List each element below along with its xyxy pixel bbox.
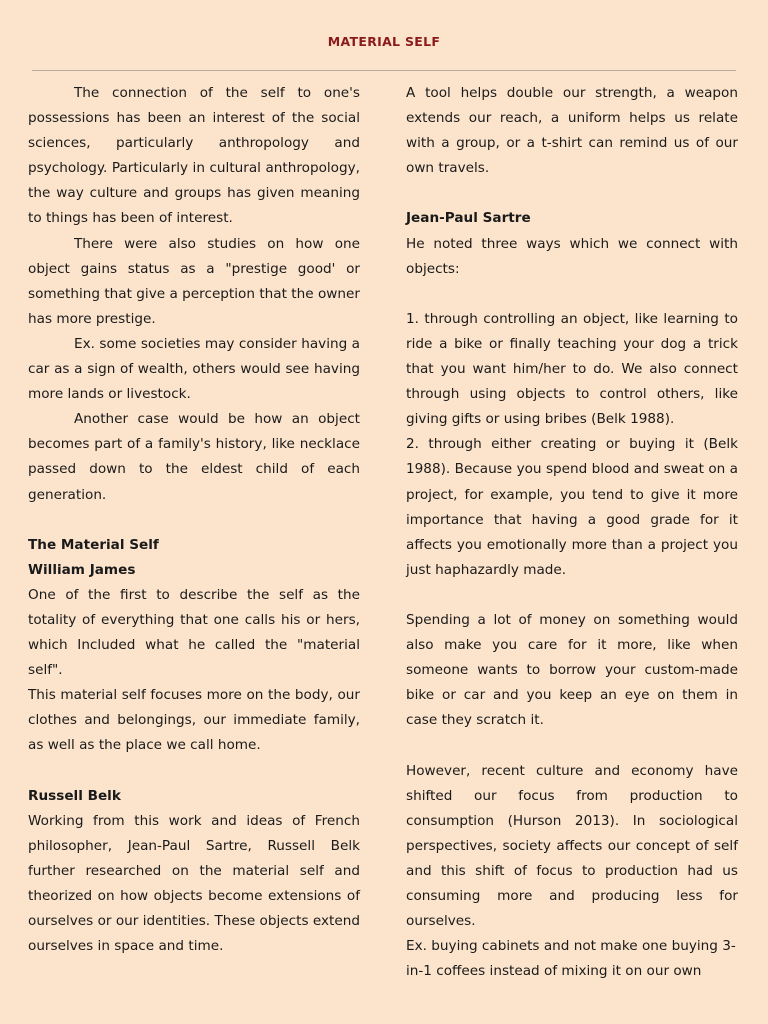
belk-paragraph: Working from this work and ideas of French philosopher, Jean-Paul Sartre, Russell Belk further researched on the material self and theorized on how objects become extensions of ourselves or our identities. These objects extend ourselves in space and time. (28, 812, 360, 955)
james-body-paragraph: This material self focuses more on the body, our clothes and belongings, our immediate family, as well as the place we call home. (28, 687, 360, 754)
sartre-intro-paragraph: He noted three ways which we connect with objects: (406, 235, 738, 277)
prestige-paragraph: There were also studies on how one object gains status as a "prestige good' or something that give a perception that the owner has more prestige. (28, 235, 360, 327)
spacer (406, 282, 738, 307)
sartre-heading: Jean-Paul Sartre (406, 210, 531, 227)
material-self-heading: The Material Self (28, 536, 159, 553)
spacer (406, 181, 738, 206)
spacer (28, 759, 360, 784)
spending-paragraph: Spending a lot of money on something would also make you care for it more, like when someone wants to borrow your custom-made bike or car and you keep an eye on them in case they scratch it. (406, 611, 738, 729)
family-history-paragraph: Another case would be how an object becomes part of a family's history, like necklace passed down to the eldest child of each generation. (28, 411, 360, 503)
spacer (406, 583, 738, 608)
wealth-example-paragraph: Ex. some societies may consider having a car as a sign of wealth, others would see having more lands or livestock. (28, 335, 360, 403)
intro-paragraph: The connection of the self to one's possessions has been an interest of the social sciences, particularly anthropology and psychology. Particularly in cultural anthropology, the way culture and groups has given meaning to things has been of interest. (28, 85, 360, 227)
creating-buying-paragraph: 2. through either creating or buying it (Belk 1988). Because you spend blood and sweat on a project, for example, you tend to give it more importance that having a good grade for it affects you emotionally more than a project you just haphazardly made. (406, 436, 738, 578)
spacer (28, 508, 360, 533)
spacer (406, 733, 738, 758)
title-divider (32, 70, 736, 71)
cabinets-example-paragraph: Ex. buying cabinets and not make one buying 3-in-1 coffees instead of mixing it on our own (406, 938, 736, 980)
russell-belk-heading: Russell Belk (28, 787, 121, 804)
left-column (28, 81, 360, 959)
william-james-heading: William James (28, 561, 136, 578)
consumption-paragraph: However, recent culture and economy have shifted our focus from production to consumption (Hurson 2013). In sociological perspectives, society affects our concept of self and this shift of focus to production had us consuming more and producing less for ourselves. (406, 762, 738, 930)
page-title: MATERIAL SELF (327, 34, 441, 49)
controlling-paragraph: 1. through controlling an object, like learning to ride a bike or finally teaching your dog a trick that you want him/her to do. We also connect through using objects to control others, like giving gifts or using bribes (Belk 1988). (406, 310, 738, 428)
right-column (406, 81, 738, 984)
james-definition-paragraph: One of the first to describe the self as the totality of everything that one calls his or hers, which Included what he called the "material self". (28, 586, 360, 679)
tool-examples-paragraph: A tool helps double our strength, a weapon extends our reach, a uniform helps us relate with a group, or a t-shirt can remind us of our own travels. (406, 85, 738, 177)
